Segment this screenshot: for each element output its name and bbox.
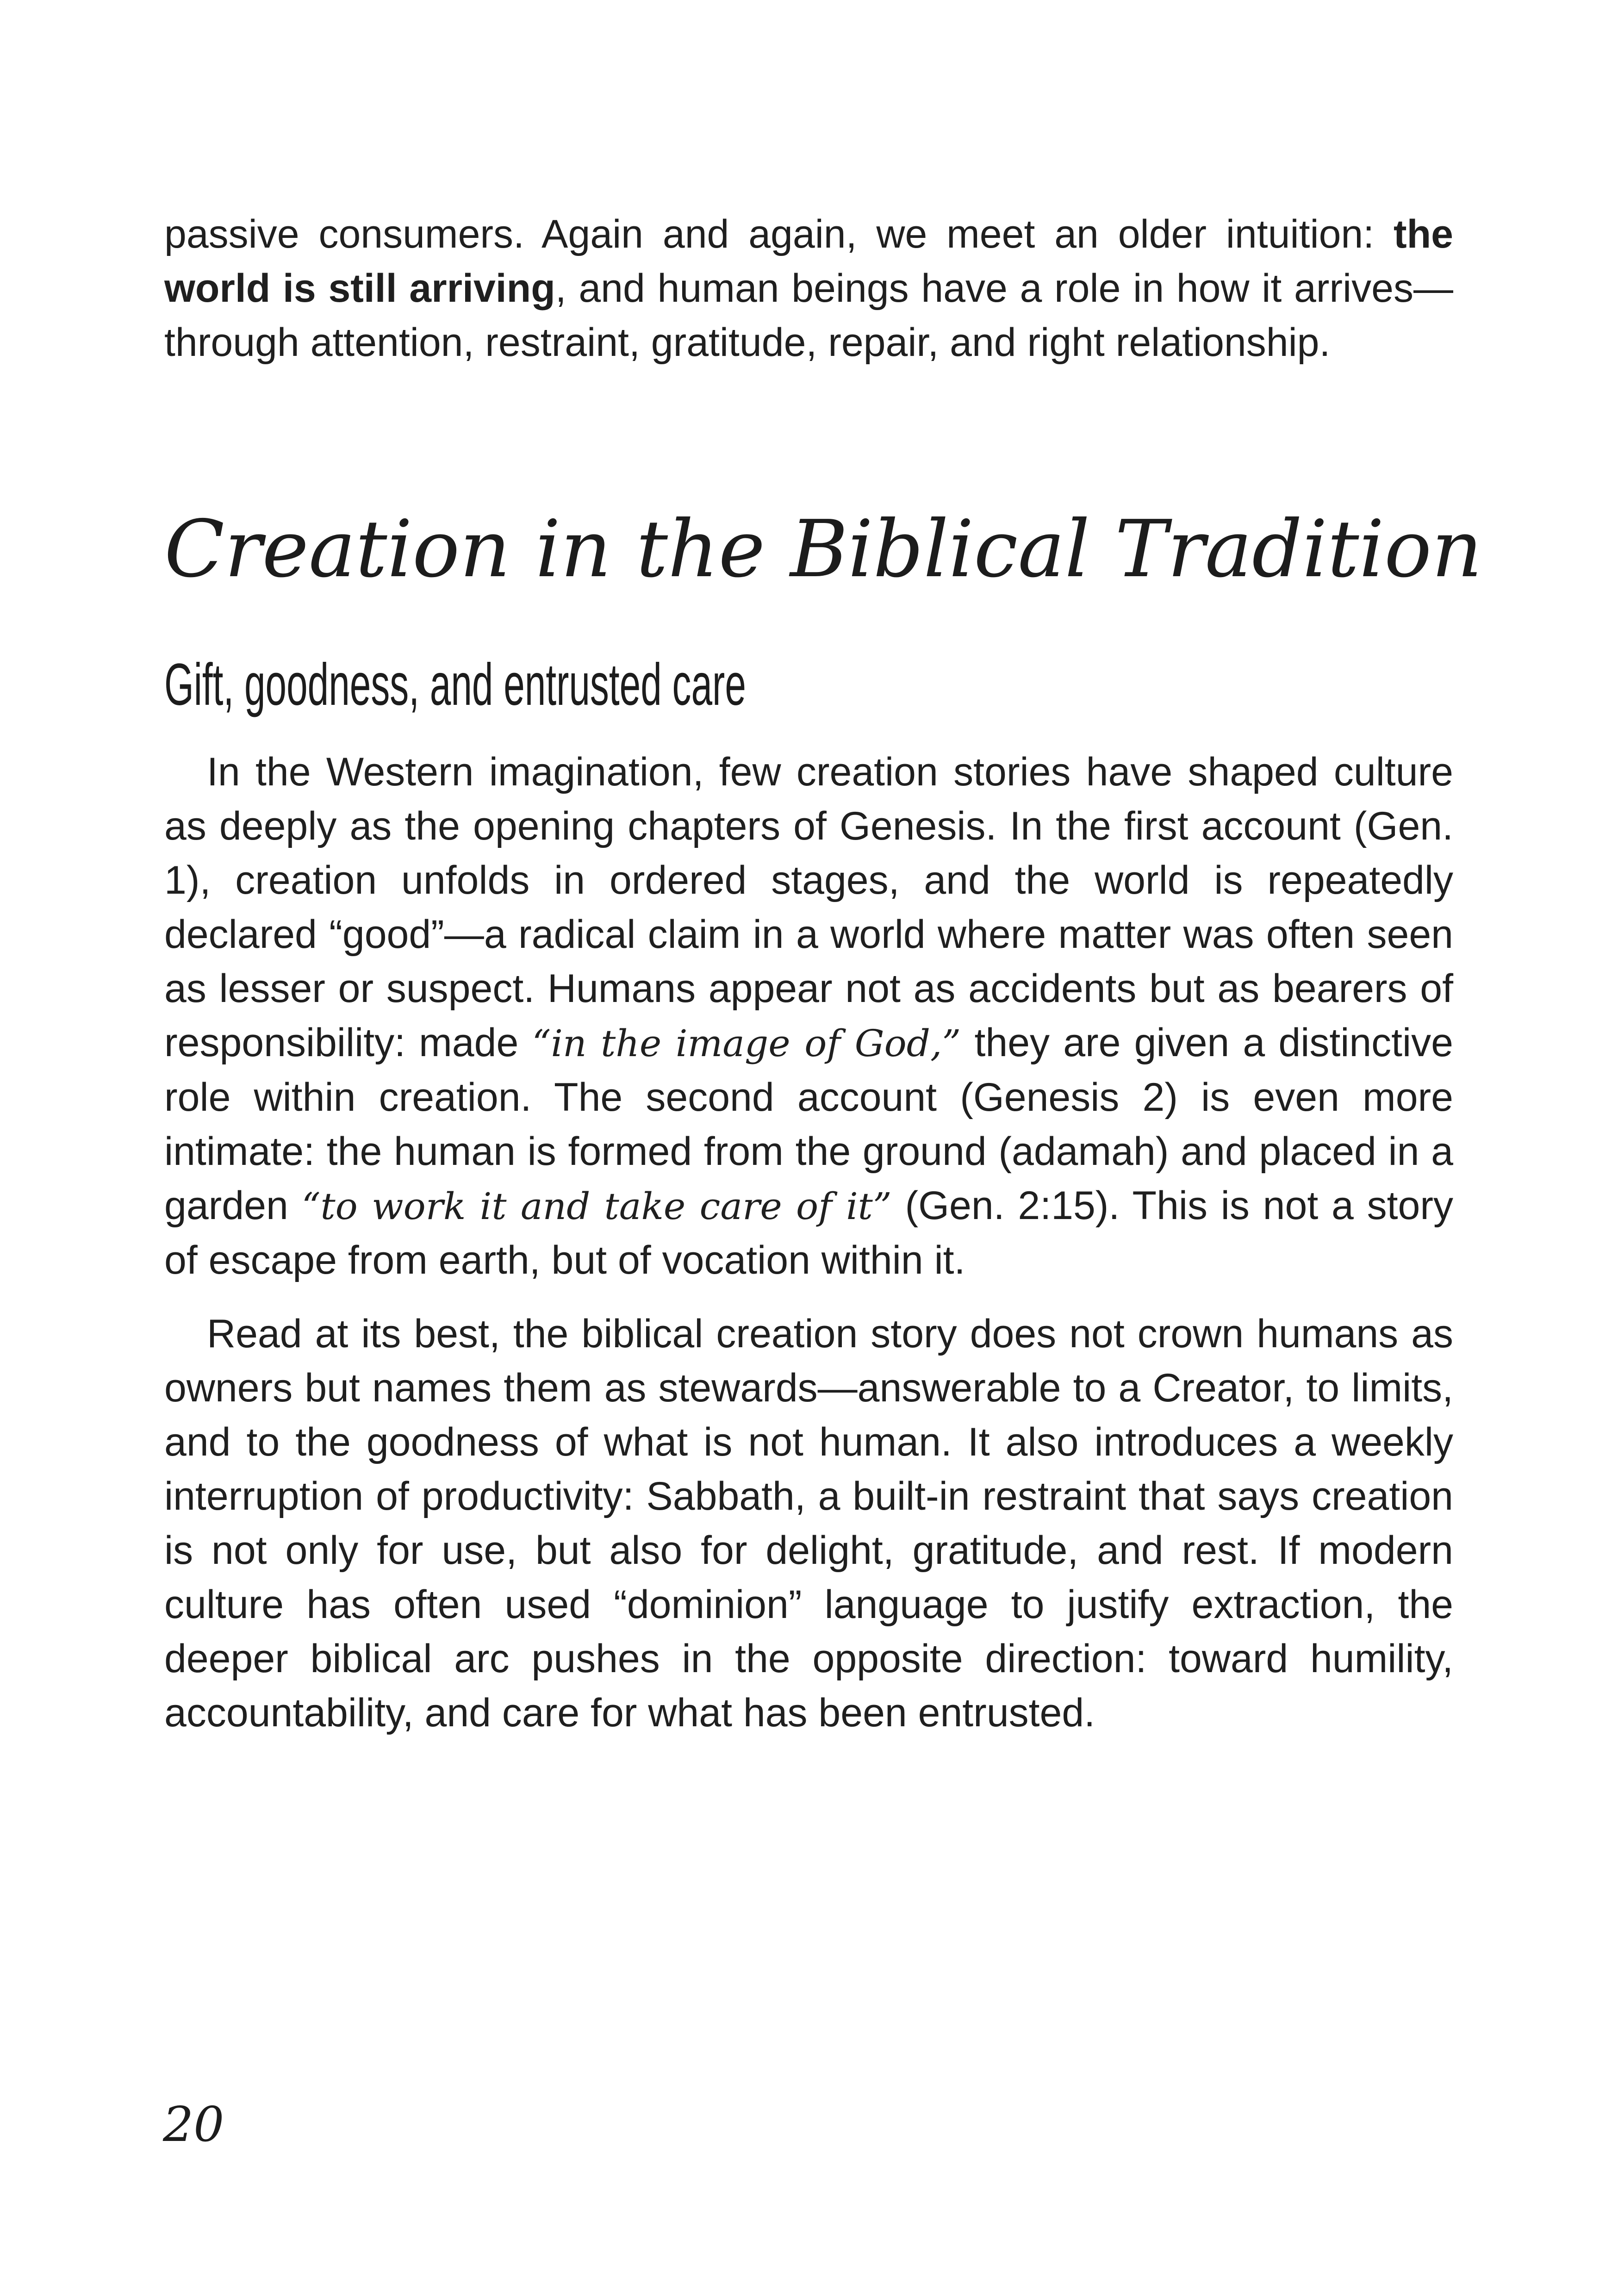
page-number: 20	[163, 2096, 224, 2153]
body-paragraph-2: Read at its best, the biblical creation story does not crown humans as owners but names them as stewards—answerable to a Creator, to limits, and to the goodness of what is not human. It also introduces a weekly interruption of productivity: Sabbath, a built-in restraint that says creation is not only for use, but also for delight, gratitude, and rest. If modern culture has often used “dominion” language to justify extraction, the deeper biblical arc pushes in the opposite direction: toward humility, accountability, and care for what has been entrusted.	[164, 1312, 1453, 1735]
paragraph-1-quote-image-of-god: “in the image of God,”	[532, 1022, 961, 1065]
paragraph-1-text-b: they are given a distinctive role within creation. The second account (Genesis 2) is even more intimate: the human is formed from the ground (adamah) and placed in a garden	[164, 1020, 1453, 1228]
intro-text	[164, 207, 1453, 370]
paragraph-1-quote-work-it: “to work it and take care of it”	[301, 1185, 892, 1228]
paragraph-1-text-c: (Gen. 2:15). This is not a story of escape from earth, but of vocation within it.	[164, 1183, 1453, 1282]
section-body	[164, 745, 1453, 1740]
intro-text-end: , and human beings have a role in how it arrives—through attention, restraint, gratitude, repair, and right relationship.	[164, 266, 1453, 365]
body-paragraph-1	[164, 745, 1453, 1288]
intro-text-start: passive consumers. Again and again, we meet an older intuition:	[164, 212, 1394, 256]
section-heading: Gift, goodness, and entrusted care	[164, 652, 746, 718]
intro-paragraph	[164, 207, 1453, 370]
chapter-title: Creation in the Biblical Tradition	[164, 504, 1482, 595]
paragraph-1-text-a: In the Western imagination, few creation stories have shaped culture as deeply as the opening chapters of Genesis. In the first account (Gen. 1), creation unfolds in ordered stages, and the world is repeatedly declared “good”—a radical claim in a world where matter was often seen as lesser or suspect. Humans appear not as accidents but as bearers of responsibility: made	[164, 750, 1453, 1065]
intro-emphasis: the world is still arriving	[164, 212, 1453, 311]
